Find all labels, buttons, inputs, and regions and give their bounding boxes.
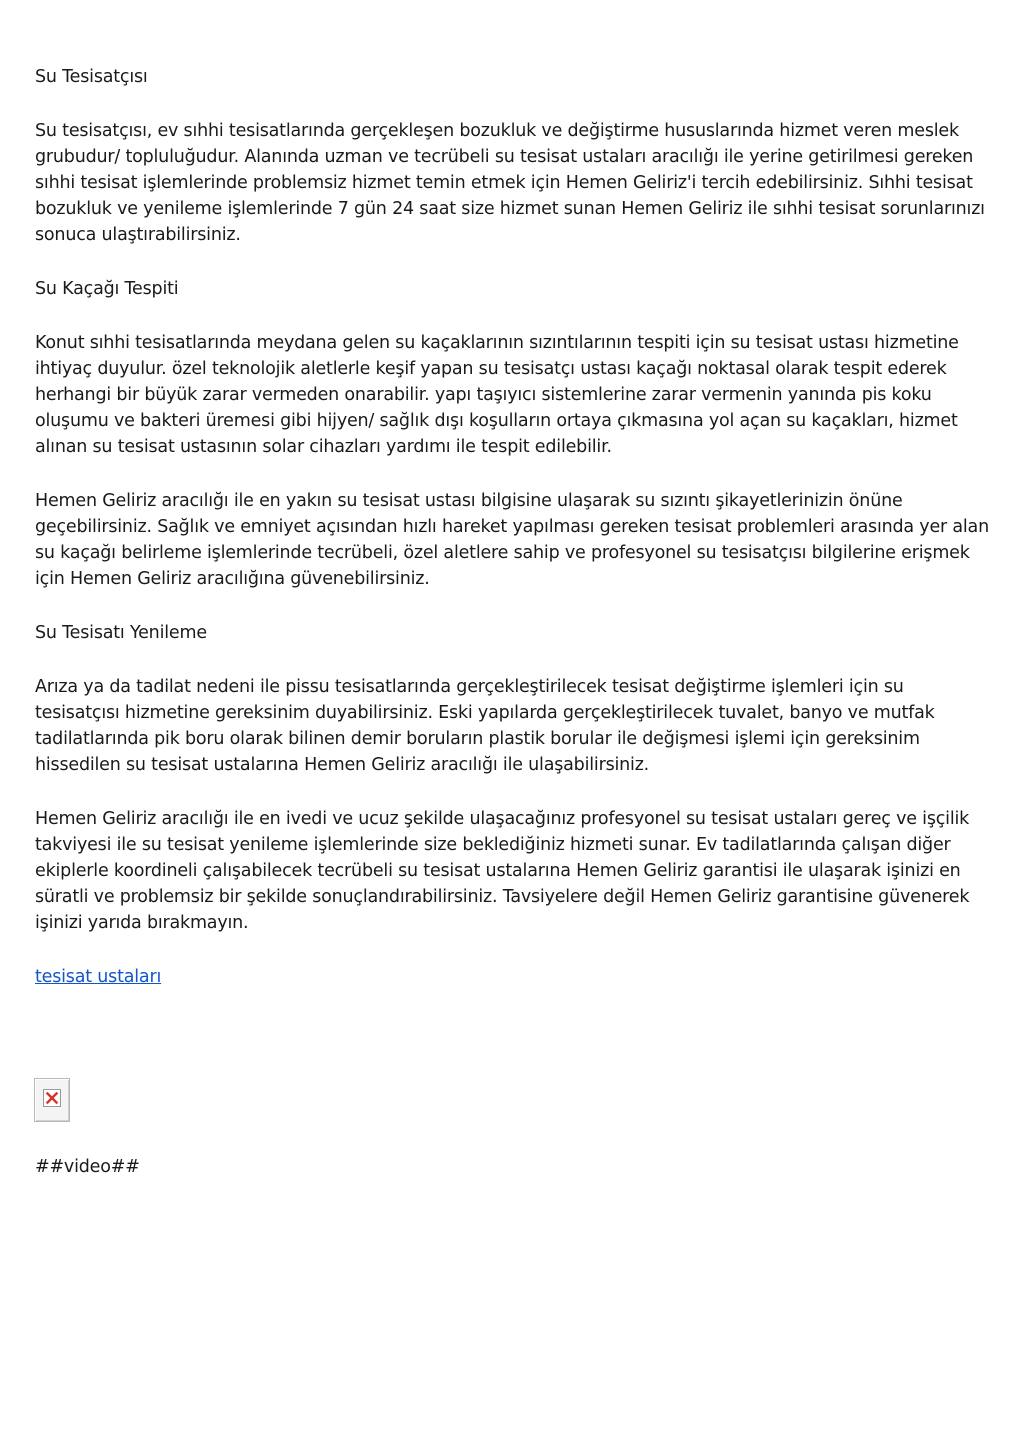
red-x-icon [45,1091,59,1105]
link-paragraph [35,964,990,990]
section-heading-su-kacagi-tespiti: Su Kaçağı Tespiti [35,279,179,299]
section-heading-su-tesisatcisi: Su Tesisatçısı [35,67,148,87]
article-body [35,64,990,1018]
paragraph-intro: Su tesisatçısı, ev sıhhi tesisatlarında gerçekleşen bozukluk ve değiştirme hususlarında hizmet veren meslek grubudur/ topluluğudur. Alanında uzman ve tecrübeli su tesisat ustaları aracılığı ile yerine getirilmesi gereken sıhhi tesisat işlemlerinde problemsiz hizmet temin etmek için Hemen Geliriz'i tercih edebilirsiniz. Sıhhi tesisat bozukluk ve yenileme işlemlerinde 7 gün 24 saat size hizmet sunan Hemen Geliriz ile sıhhi tesisat sorunlarınızı sonuca ulaştırabilirsiniz. [35,121,985,245]
paragraph-leak-detection: Konut sıhhi tesisatlarında meydana gelen su kaçaklarının sızıntılarının tespiti için su tesisat ustası hizmetine ihtiyaç duyulur. özel teknolojik aletlerle keşif yapan su tesisatçı ustası kaçağı noktasal olarak tespit ederek herhangi bir büyük zarar vermeden onarabilir. yapı taşıyıcı sistemlerine zarar vermenin yanında pis koku oluşumu ve bakteri üremesi gibi hijyen/ sağlık dışı koşulların ortaya çıkmasına yol açan su kaçakları, hizmet alınan su tesisat ustasının solar cihazları yardımı ile tespit edilebilir. [35,333,959,457]
video-placeholder: ##video## [35,1157,140,1177]
paragraph-renovation: Arıza ya da tadilat nedeni ile pissu tesisatlarında gerçekleştirilecek tesisat değiştirme işlemleri için su tesisatçısı hizmetine gereksinim duyabilirsiniz. Eski yapılarda gerçekleştirilecek tuvalet, banyo ve mutfak tadilatlarında pik boru olarak bilinen demir boruların plastik borular ile değişmesi işlemi için gereksinim hissedilen su tesisat ustalarına Hemen Geliriz aracılığı ile ulaşabilirsiniz. [35,677,935,775]
broken-image-frame [43,1089,61,1107]
paragraph-renovation-service: Hemen Geliriz aracılığı ile en ivedi ve ucuz şekilde ulaşacağınız profesyonel su tesisat ustaları gereç ve işçilik takviyesi ile su tesisat yenileme işlemlerinde size beklediğiniz hizmeti sunar. Ev tadilatlarında çalışan diğer ekiplerle koordineli çalışabilecek tecrübeli su tesisat ustalarına Hemen Geliriz garantisi ile ulaşarak işinizi en süratli ve problemsiz bir şekilde sonuçlandırabilirsiniz. Tavsiyelere değil Hemen Geliriz garantisine güvenerek işinizi yarıda bırakmayın. [35,809,970,933]
tesisat-ustalari-link[interactable]: tesisat ustaları [35,967,162,987]
broken-image-icon [34,1078,70,1122]
paragraph-leak-service: Hemen Geliriz aracılığı ile en yakın su tesisat ustası bilgisine ulaşarak su sızıntı şikayetlerinizin önüne geçebilirsiniz. Sağlık ve emniyet açısından hızlı hareket yapılması gereken tesisat problemleri arasında yer alan su kaçağı belirleme işlemlerinde tecrübeli, özel aletlere sahip ve profesyonel su tesisatçısı bilgilerine erişmek için Hemen Geliriz aracılığına güvenebilirsiniz. [35,491,989,589]
section-heading-su-tesisati-yenileme: Su Tesisatı Yenileme [35,623,207,643]
